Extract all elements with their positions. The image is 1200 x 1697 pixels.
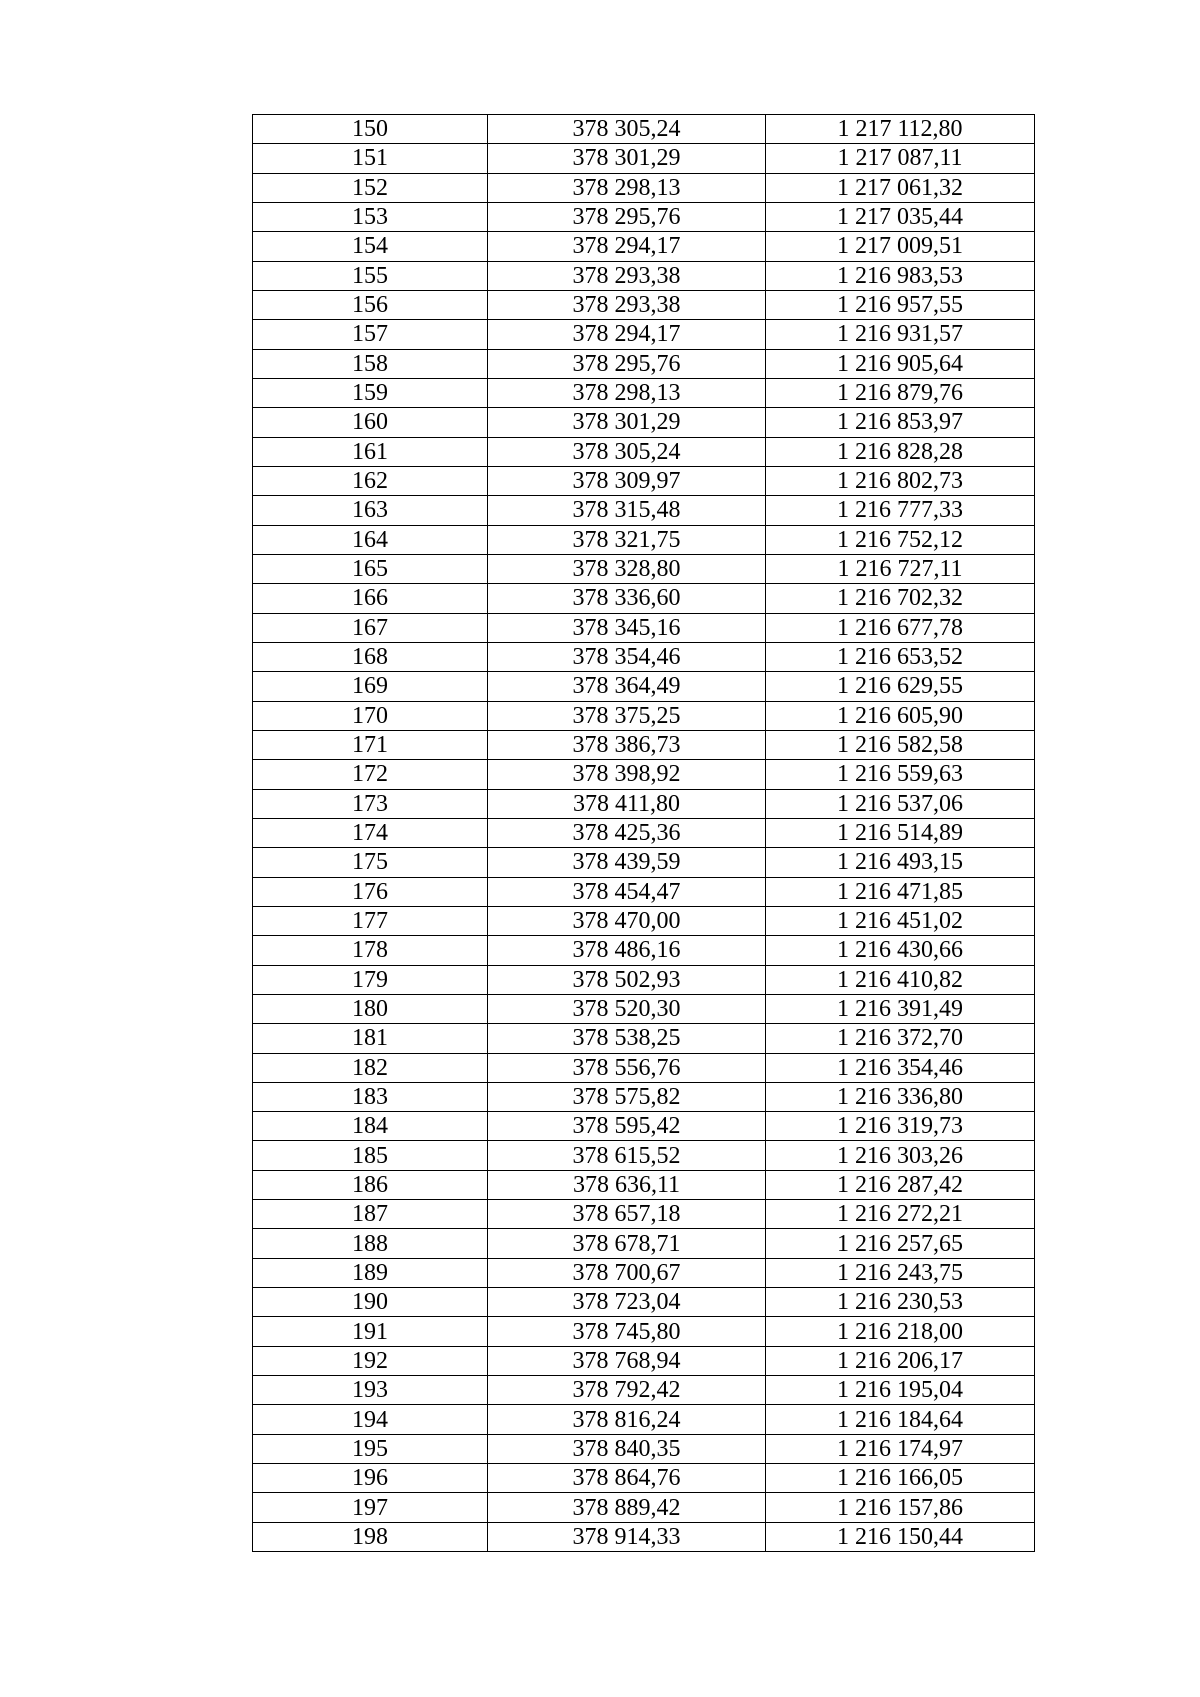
table-row	[253, 173, 1035, 202]
x-coordinate-cell: 378 454,47	[488, 877, 766, 906]
x-coordinate-cell: 378 575,82	[488, 1082, 766, 1111]
x-coordinate-cell: 378 294,17	[488, 320, 766, 349]
y-coordinate-cell: 1 216 828,28	[766, 437, 1035, 466]
x-coordinate-cell: 378 354,46	[488, 642, 766, 671]
y-coordinate-cell: 1 216 514,89	[766, 818, 1035, 847]
table-row	[253, 730, 1035, 759]
point-number-cell: 194	[253, 1405, 488, 1434]
table-row	[253, 672, 1035, 701]
point-number-cell: 152	[253, 173, 488, 202]
table-row	[253, 1405, 1035, 1434]
table-row	[253, 1053, 1035, 1082]
table-row	[253, 1170, 1035, 1199]
point-number-cell: 150	[253, 115, 488, 144]
table-row	[253, 642, 1035, 671]
x-coordinate-cell: 378 889,42	[488, 1493, 766, 1522]
point-number-cell: 164	[253, 525, 488, 554]
x-coordinate-cell: 378 840,35	[488, 1434, 766, 1463]
x-coordinate-cell: 378 636,11	[488, 1170, 766, 1199]
point-number-cell: 183	[253, 1082, 488, 1111]
coordinates-table-body	[253, 115, 1035, 1552]
table-row	[253, 936, 1035, 965]
y-coordinate-cell: 1 217 061,32	[766, 173, 1035, 202]
table-row	[253, 232, 1035, 261]
point-number-cell: 188	[253, 1229, 488, 1258]
table-row	[253, 1346, 1035, 1375]
y-coordinate-cell: 1 216 653,52	[766, 642, 1035, 671]
point-number-cell: 174	[253, 818, 488, 847]
table-row	[253, 584, 1035, 613]
point-number-cell: 160	[253, 408, 488, 437]
table-row	[253, 1200, 1035, 1229]
x-coordinate-cell: 378 294,17	[488, 232, 766, 261]
point-number-cell: 195	[253, 1434, 488, 1463]
table-row	[253, 408, 1035, 437]
y-coordinate-cell: 1 216 150,44	[766, 1522, 1035, 1551]
x-coordinate-cell: 378 305,24	[488, 115, 766, 144]
x-coordinate-cell: 378 321,75	[488, 525, 766, 554]
y-coordinate-cell: 1 216 629,55	[766, 672, 1035, 701]
x-coordinate-cell: 378 700,67	[488, 1258, 766, 1287]
table-row	[253, 1229, 1035, 1258]
x-coordinate-cell: 378 615,52	[488, 1141, 766, 1170]
point-number-cell: 173	[253, 789, 488, 818]
point-number-cell: 156	[253, 290, 488, 319]
y-coordinate-cell: 1 217 112,80	[766, 115, 1035, 144]
y-coordinate-cell: 1 216 752,12	[766, 525, 1035, 554]
point-number-cell: 169	[253, 672, 488, 701]
point-number-cell: 158	[253, 349, 488, 378]
table-row	[253, 554, 1035, 583]
x-coordinate-cell: 378 425,36	[488, 818, 766, 847]
x-coordinate-cell: 378 914,33	[488, 1522, 766, 1551]
y-coordinate-cell: 1 217 087,11	[766, 144, 1035, 173]
point-number-cell: 196	[253, 1464, 488, 1493]
table-row	[253, 1376, 1035, 1405]
point-number-cell: 151	[253, 144, 488, 173]
table-row	[253, 378, 1035, 407]
point-number-cell: 177	[253, 906, 488, 935]
y-coordinate-cell: 1 216 218,00	[766, 1317, 1035, 1346]
x-coordinate-cell: 378 345,16	[488, 613, 766, 642]
table-row	[253, 290, 1035, 319]
table-row	[253, 320, 1035, 349]
x-coordinate-cell: 378 375,25	[488, 701, 766, 730]
y-coordinate-cell: 1 216 303,26	[766, 1141, 1035, 1170]
y-coordinate-cell: 1 216 410,82	[766, 965, 1035, 994]
table-row	[253, 525, 1035, 554]
y-coordinate-cell: 1 216 493,15	[766, 848, 1035, 877]
y-coordinate-cell: 1 216 471,85	[766, 877, 1035, 906]
point-number-cell: 185	[253, 1141, 488, 1170]
coordinates-table	[252, 114, 1035, 1552]
table-row	[253, 1258, 1035, 1287]
y-coordinate-cell: 1 216 983,53	[766, 261, 1035, 290]
table-row	[253, 261, 1035, 290]
table-row	[253, 496, 1035, 525]
table-row	[253, 965, 1035, 994]
table-row	[253, 877, 1035, 906]
table-row	[253, 1317, 1035, 1346]
table-row	[253, 1493, 1035, 1522]
x-coordinate-cell: 378 298,13	[488, 173, 766, 202]
table-row	[253, 115, 1035, 144]
point-number-cell: 189	[253, 1258, 488, 1287]
point-number-cell: 157	[253, 320, 488, 349]
x-coordinate-cell: 378 864,76	[488, 1464, 766, 1493]
point-number-cell: 182	[253, 1053, 488, 1082]
point-number-cell: 176	[253, 877, 488, 906]
point-number-cell: 178	[253, 936, 488, 965]
table-row	[253, 701, 1035, 730]
y-coordinate-cell: 1 216 354,46	[766, 1053, 1035, 1082]
y-coordinate-cell: 1 216 537,06	[766, 789, 1035, 818]
point-number-cell: 172	[253, 760, 488, 789]
table-row	[253, 1434, 1035, 1463]
x-coordinate-cell: 378 298,13	[488, 378, 766, 407]
x-coordinate-cell: 378 678,71	[488, 1229, 766, 1258]
x-coordinate-cell: 378 538,25	[488, 1024, 766, 1053]
x-coordinate-cell: 378 502,93	[488, 965, 766, 994]
y-coordinate-cell: 1 216 879,76	[766, 378, 1035, 407]
y-coordinate-cell: 1 216 372,70	[766, 1024, 1035, 1053]
x-coordinate-cell: 378 768,94	[488, 1346, 766, 1375]
x-coordinate-cell: 378 301,29	[488, 144, 766, 173]
x-coordinate-cell: 378 470,00	[488, 906, 766, 935]
point-number-cell: 155	[253, 261, 488, 290]
table-row	[253, 1464, 1035, 1493]
point-number-cell: 175	[253, 848, 488, 877]
x-coordinate-cell: 378 411,80	[488, 789, 766, 818]
point-number-cell: 190	[253, 1288, 488, 1317]
point-number-cell: 179	[253, 965, 488, 994]
table-row	[253, 789, 1035, 818]
y-coordinate-cell: 1 216 391,49	[766, 994, 1035, 1023]
point-number-cell: 154	[253, 232, 488, 261]
table-row	[253, 1288, 1035, 1317]
y-coordinate-cell: 1 216 931,57	[766, 320, 1035, 349]
x-coordinate-cell: 378 301,29	[488, 408, 766, 437]
table-row	[253, 437, 1035, 466]
point-number-cell: 171	[253, 730, 488, 759]
y-coordinate-cell: 1 216 157,86	[766, 1493, 1035, 1522]
table-row	[253, 466, 1035, 495]
table-row	[253, 613, 1035, 642]
x-coordinate-cell: 378 295,76	[488, 202, 766, 231]
table-row	[253, 906, 1035, 935]
y-coordinate-cell: 1 217 035,44	[766, 202, 1035, 231]
y-coordinate-cell: 1 216 174,97	[766, 1434, 1035, 1463]
y-coordinate-cell: 1 217 009,51	[766, 232, 1035, 261]
point-number-cell: 186	[253, 1170, 488, 1199]
point-number-cell: 181	[253, 1024, 488, 1053]
point-number-cell: 184	[253, 1112, 488, 1141]
point-number-cell: 163	[253, 496, 488, 525]
x-coordinate-cell: 378 816,24	[488, 1405, 766, 1434]
point-number-cell: 192	[253, 1346, 488, 1375]
table-row	[253, 144, 1035, 173]
y-coordinate-cell: 1 216 272,21	[766, 1200, 1035, 1229]
point-number-cell: 193	[253, 1376, 488, 1405]
y-coordinate-cell: 1 216 582,58	[766, 730, 1035, 759]
x-coordinate-cell: 378 723,04	[488, 1288, 766, 1317]
y-coordinate-cell: 1 216 184,64	[766, 1405, 1035, 1434]
point-number-cell: 162	[253, 466, 488, 495]
point-number-cell: 180	[253, 994, 488, 1023]
y-coordinate-cell: 1 216 287,42	[766, 1170, 1035, 1199]
table-row	[253, 818, 1035, 847]
table-row	[253, 848, 1035, 877]
y-coordinate-cell: 1 216 905,64	[766, 349, 1035, 378]
point-number-cell: 165	[253, 554, 488, 583]
y-coordinate-cell: 1 216 319,73	[766, 1112, 1035, 1141]
point-number-cell: 198	[253, 1522, 488, 1551]
point-number-cell: 161	[253, 437, 488, 466]
y-coordinate-cell: 1 216 195,04	[766, 1376, 1035, 1405]
x-coordinate-cell: 378 336,60	[488, 584, 766, 613]
y-coordinate-cell: 1 216 230,53	[766, 1288, 1035, 1317]
y-coordinate-cell: 1 216 559,63	[766, 760, 1035, 789]
y-coordinate-cell: 1 216 605,90	[766, 701, 1035, 730]
point-number-cell: 170	[253, 701, 488, 730]
y-coordinate-cell: 1 216 853,97	[766, 408, 1035, 437]
point-number-cell: 166	[253, 584, 488, 613]
x-coordinate-cell: 378 657,18	[488, 1200, 766, 1229]
x-coordinate-cell: 378 293,38	[488, 261, 766, 290]
y-coordinate-cell: 1 216 257,65	[766, 1229, 1035, 1258]
x-coordinate-cell: 378 293,38	[488, 290, 766, 319]
point-number-cell: 191	[253, 1317, 488, 1346]
point-number-cell: 153	[253, 202, 488, 231]
table-row	[253, 1522, 1035, 1551]
y-coordinate-cell: 1 216 206,17	[766, 1346, 1035, 1375]
table-row	[253, 760, 1035, 789]
x-coordinate-cell: 378 364,49	[488, 672, 766, 701]
y-coordinate-cell: 1 216 243,75	[766, 1258, 1035, 1287]
table-row	[253, 1141, 1035, 1170]
table-row	[253, 202, 1035, 231]
x-coordinate-cell: 378 328,80	[488, 554, 766, 583]
point-number-cell: 167	[253, 613, 488, 642]
y-coordinate-cell: 1 216 802,73	[766, 466, 1035, 495]
x-coordinate-cell: 378 439,59	[488, 848, 766, 877]
y-coordinate-cell: 1 216 702,32	[766, 584, 1035, 613]
x-coordinate-cell: 378 309,97	[488, 466, 766, 495]
x-coordinate-cell: 378 305,24	[488, 437, 766, 466]
table-row	[253, 1024, 1035, 1053]
x-coordinate-cell: 378 295,76	[488, 349, 766, 378]
y-coordinate-cell: 1 216 430,66	[766, 936, 1035, 965]
table-row	[253, 1082, 1035, 1111]
x-coordinate-cell: 378 556,76	[488, 1053, 766, 1082]
point-number-cell: 197	[253, 1493, 488, 1522]
x-coordinate-cell: 378 486,16	[488, 936, 766, 965]
x-coordinate-cell: 378 792,42	[488, 1376, 766, 1405]
x-coordinate-cell: 378 520,30	[488, 994, 766, 1023]
y-coordinate-cell: 1 216 957,55	[766, 290, 1035, 319]
table-row	[253, 349, 1035, 378]
x-coordinate-cell: 378 595,42	[488, 1112, 766, 1141]
x-coordinate-cell: 378 386,73	[488, 730, 766, 759]
point-number-cell: 159	[253, 378, 488, 407]
table-row	[253, 1112, 1035, 1141]
point-number-cell: 168	[253, 642, 488, 671]
x-coordinate-cell: 378 398,92	[488, 760, 766, 789]
y-coordinate-cell: 1 216 677,78	[766, 613, 1035, 642]
x-coordinate-cell: 378 745,80	[488, 1317, 766, 1346]
y-coordinate-cell: 1 216 451,02	[766, 906, 1035, 935]
y-coordinate-cell: 1 216 336,80	[766, 1082, 1035, 1111]
y-coordinate-cell: 1 216 777,33	[766, 496, 1035, 525]
y-coordinate-cell: 1 216 166,05	[766, 1464, 1035, 1493]
table-row	[253, 994, 1035, 1023]
point-number-cell: 187	[253, 1200, 488, 1229]
y-coordinate-cell: 1 216 727,11	[766, 554, 1035, 583]
x-coordinate-cell: 378 315,48	[488, 496, 766, 525]
